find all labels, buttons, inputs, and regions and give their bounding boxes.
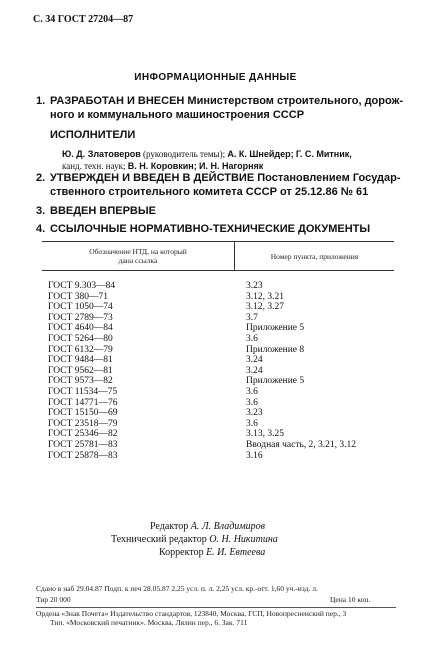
imprint-publisher: Ордена «Знак Почета» Издательство стандартов, 123840, Москва, ГСП, Новопресненский пер., 3 — [36, 609, 347, 618]
section-1-number: 1. — [36, 95, 46, 107]
section-1 — [36, 94, 403, 122]
corrector-name: Е. И. Евтеева — [206, 547, 266, 558]
section-4 — [36, 222, 370, 236]
table-cell-doc: ГОСТ 25781—83 — [48, 440, 118, 450]
performer-role: (руководитель темы); — [143, 149, 226, 159]
table-cell-ref: 3.23 — [246, 408, 263, 419]
table-cell-doc: ГОСТ 25878—83 — [48, 450, 118, 461]
table-cell-doc: ГОСТ 1050—74 — [48, 302, 113, 313]
imprint-rule — [36, 607, 396, 608]
tech-editor-name: О. Н. Никитина — [209, 534, 278, 545]
page-title: ИНФОРМАЦИОННЫЕ ДАННЫЕ — [134, 72, 297, 83]
table-cell-doc: ГОСТ 15150—69 — [48, 408, 118, 419]
table-cell-doc: ГОСТ 2789—73 — [48, 312, 113, 323]
table-cell-ref: 3.24 — [246, 365, 263, 376]
performer-name: В. Н. Коровкин; — [127, 160, 197, 171]
imprint-circulation: Тир 20 000 — [36, 595, 71, 604]
performer-degree: канд. техн. наук; — [62, 160, 126, 171]
table-header-rule — [42, 270, 394, 271]
editor-name: А. Л. Владимиров — [190, 521, 265, 532]
tech-editor-line — [111, 534, 278, 547]
table-cell-doc: ГОСТ 23518—79 — [48, 418, 118, 429]
table-cell-doc: ГОСТ 9.303—84 — [48, 281, 116, 291]
imprint-line-1: Сдано в наб 29.04.87 Подп. к печ 28.05.87 2,25 усл. п. л. 2,25 усл. кр.-отт. 1,60 уч.-изд. л. — [36, 584, 318, 593]
table-cell-ref: 3.16 — [246, 450, 263, 461]
section-3-number: 3. — [36, 205, 46, 217]
table-cell-doc: ГОСТ 4640—84 — [48, 323, 113, 334]
table-cell-ref: Приложение 5 — [246, 376, 305, 387]
table-cell-ref: 3.6 — [246, 334, 258, 344]
table-cell-ref: 3.12, 3.21 — [246, 291, 284, 302]
table-cell-ref: 3.7 — [246, 312, 258, 323]
table-cell-ref: 3.13, 3.25 — [246, 429, 284, 440]
table-cell-doc: ГОСТ 9562—81 — [48, 365, 113, 376]
table-header-col2: Номер пункта, приложения — [270, 252, 359, 261]
table-cell-doc: ГОСТ 6132—79 — [48, 344, 113, 355]
section-4-number: 4. — [36, 223, 46, 235]
performer-name: Г. С. Митник, — [295, 149, 352, 159]
table-cell-doc: ГОСТ 380—71 — [48, 291, 108, 302]
performer-name: И. Н. Нагорняк — [198, 160, 264, 171]
section-4-text: ССЫЛОЧНЫЕ НОРМАТИВНО-ТЕХНИЧЕСКИЕ ДОКУМЕНТЫ — [50, 223, 371, 235]
section-1-line2: ного и коммунального машиностроения СССР — [50, 109, 305, 121]
corrector-line — [159, 547, 265, 560]
section-2-number: 2. — [36, 172, 46, 184]
imprint-printer: Тип. «Московский печатник». Москва, Лялин пер., 6. Зак. 711 — [50, 618, 248, 627]
table-header-col1: Обозначение НТД, на который дана ссылка — [89, 247, 187, 265]
section-2-line2: ственного строительного комитета СССР от 25.12.86 № 61 — [50, 186, 369, 198]
section-3-text: ВВЕДЕН ВПЕРВЫЕ — [50, 205, 156, 217]
editor-line — [150, 521, 265, 534]
section-2-line1: УТВЕРЖДЕН И ВВЕДЕН В ДЕЙСТВИЕ Постановлением Государ- — [50, 172, 401, 184]
table-cell-ref: 3.6 — [246, 387, 258, 397]
tech-editor-label: Технический редактор — [111, 534, 207, 545]
table-cell-ref: 3.6 — [246, 397, 258, 408]
performer-name: А. К. Шнейдер; — [227, 149, 294, 159]
performer-name: Ю. Д. Златоверов — [62, 149, 141, 159]
editor-label: Редактор — [150, 521, 189, 532]
table-cell-ref: 3.6 — [246, 418, 258, 429]
table-cell-ref: 3.12, 3.27 — [246, 302, 284, 313]
table-cell-doc: ГОСТ 9484—81 — [48, 355, 113, 366]
table-cell-doc: ГОСТ 5264—80 — [48, 334, 113, 344]
imprint-price: Цена 10 коп. — [330, 595, 371, 604]
table-top-rule — [42, 241, 394, 242]
table-cell-doc: ГОСТ 9573—82 — [48, 376, 113, 387]
table-cell-ref: Приложение 8 — [246, 344, 305, 355]
table-cell-doc: ГОСТ 14771—76 — [48, 397, 118, 408]
table-cell-ref: Вводная часть, 2, 3.21, 3.12 — [246, 440, 357, 450]
table-cell-doc: ГОСТ 25346—82 — [48, 429, 118, 440]
table-cell-ref: Приложение 5 — [246, 323, 305, 334]
table-cell-doc: ГОСТ 11534—75 — [48, 387, 118, 397]
performers-heading: ИСПОЛНИТЕЛИ — [50, 129, 136, 141]
corrector-label: Корректор — [159, 547, 204, 558]
page-header: С. 34 ГОСТ 27204—87 — [33, 14, 134, 25]
section-3 — [36, 204, 156, 218]
section-1-line1: РАЗРАБОТАН И ВНЕСЕН Министерством строительного, дорож- — [50, 95, 404, 107]
performers-list — [62, 149, 352, 172]
table-cell-ref: 3.23 — [246, 281, 263, 291]
section-2 — [36, 171, 401, 199]
table-cell-ref: 3.24 — [246, 355, 263, 366]
